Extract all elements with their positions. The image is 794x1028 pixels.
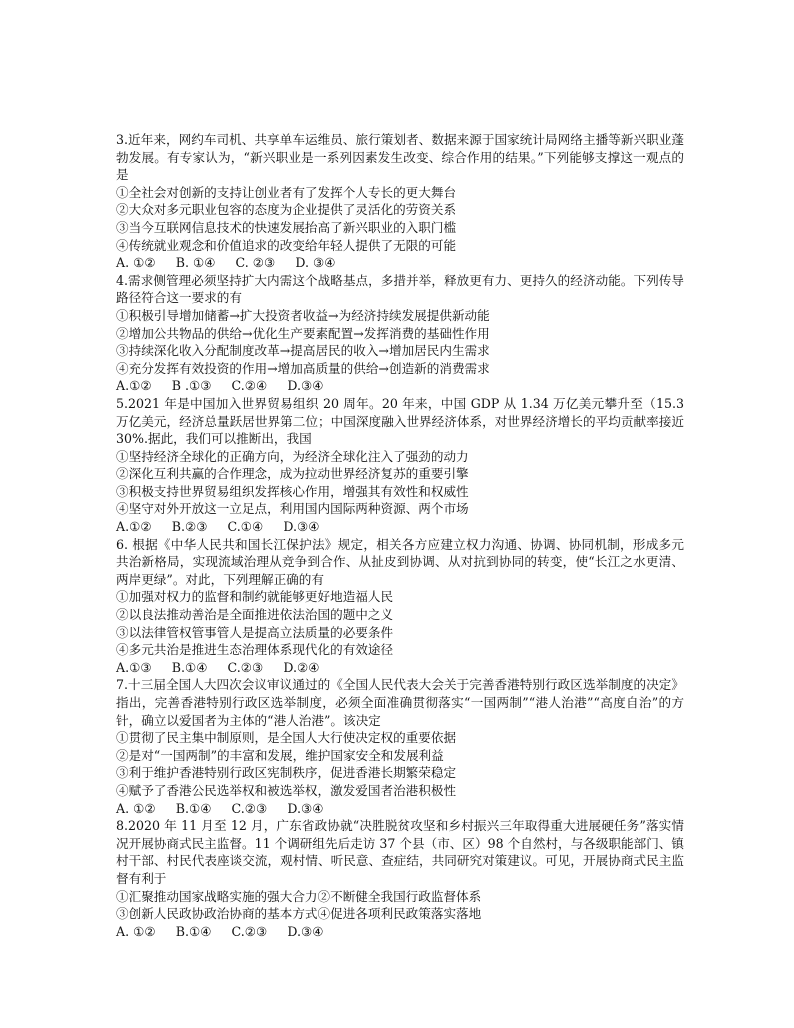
option-3: ③利于维护香港特别行政区宪制秩序，促进香港长期繁荣稳定 bbox=[116, 765, 457, 781]
option-1: ①全社会对创新的支持让创业者有了发挥个人专长的更大舞台 bbox=[116, 184, 457, 200]
answer-choices: A. ①② B. ①④ C. ②③ D. ③④ bbox=[116, 255, 336, 271]
answer-choices: A.①② B .①③ C.②④ D.③④ bbox=[116, 378, 324, 394]
option-3: ③积极支持世界贸易组织发挥核心作用，增强其有效性和权威性 bbox=[116, 483, 469, 499]
option-3: ③当今互联网信息技术的快速发展抬高了新兴职业的入职门槛 bbox=[116, 219, 457, 235]
question-7 bbox=[116, 676, 684, 817]
option-2: ②是对“一国两制”的丰富和发展，维护国家安全和发展利益 bbox=[116, 747, 444, 763]
question-4 bbox=[116, 272, 684, 395]
answer-choices: A.①② B.②③ C.①④ D.③④ bbox=[116, 519, 320, 535]
option-2: ②深化互利共赢的合作理念，成为拉动世界经济复苏的重要引擎 bbox=[116, 466, 469, 482]
question-6 bbox=[116, 536, 684, 677]
option-4: ④坚守对外开放这一立足点，利用国内国际两种资源、两个市场 bbox=[116, 501, 469, 517]
question-stem: 3.近年来，网约车司机、共享单车运维员、旅行策划者、数据来源于国家统计局网络主播等新兴职业蓬勃发展。有专家认为，“新兴职业是一系列因素发生改变、综合作用的结果。”下列能够支撑这一观点的是 bbox=[116, 132, 684, 183]
option-3: ③持续深化收入分配制度改革→提高居民的收入→增加居民内生需求 bbox=[116, 343, 490, 359]
option-4: ④赋予了香港公民选举权和被选举权，激发爱国者治港积极性 bbox=[116, 782, 457, 798]
option-2: ②增加公共物品的供给→优化生产要素配置→发挥消费的基础性作用 bbox=[116, 325, 490, 341]
option-3: ③以法律管权管事管人是提高立法质量的必要条件 bbox=[116, 624, 394, 640]
option-3-4: ③创新人民政协政治协商的基本方式④促进各项利民政策落实落地 bbox=[116, 906, 482, 922]
question-stem: 6. 根据《中华人民共和国长江保护法》规定，相关各方应建立权力沟通、协调、协同机制，形成多元共治新格局，实现流域治理从竞争到合作、从扯皮到协调、从对抗到协同的转变，使“长江之水更清、两岸更绿”。对此，下列理解正确的有 bbox=[116, 536, 684, 587]
option-4: ④传统就业观念和价值追求的改变给年轻人提供了无限的可能 bbox=[116, 237, 457, 253]
question-stem: 5.2021 年是中国加入世界贸易组织 20 周年。20 年来，中国 GDP 从 1.34 万亿美元攀升至（15.3 万亿美元，经济总量跃居世界第二位；中国深度融入世界经济体系，对世界经济增长的平均贡献率接近 30%.据此，我们可以推断出，我国 bbox=[116, 395, 684, 447]
option-2: ②以良法推动善治是全面推进依法治国的题中之义 bbox=[116, 607, 394, 623]
answer-choices: A. ①② B.①④ C.②③ D.③④ bbox=[116, 800, 324, 816]
exam-page bbox=[116, 131, 684, 940]
question-5 bbox=[116, 395, 684, 536]
question-8 bbox=[116, 817, 684, 940]
option-2: ②大众对多元职业包容的态度为企业提供了灵活化的劳资关系 bbox=[116, 202, 457, 218]
answer-choices: A. ①② B.①④ C.②③ D.③④ bbox=[116, 923, 324, 939]
option-1: ①坚持经济全球化的正确方向，为经济全球化注入了强劲的动力 bbox=[116, 448, 469, 464]
option-4: ④多元共治是推进生态治理体系现代化的有效途径 bbox=[116, 642, 394, 658]
option-1-2: ①汇聚推动国家战略实施的强大合力②不断健全我国行政监督体系 bbox=[116, 888, 482, 904]
answer-choices: A.①③ B.①④ C.②③ D.②④ bbox=[116, 659, 320, 675]
question-3 bbox=[116, 131, 684, 272]
option-4: ④充分发挥有效投资的作用→增加高质量的供给→创造新的消费需求 bbox=[116, 360, 490, 376]
question-stem: 7.十三届全国人大四次会议审议通过的《全国人民代表大会关于完善香港特别行政区选举制度的决定》指出，完善香港特别行政区选举制度，必须全面准确贯彻落实“一国两制”“港人治港”“高度自治”的方针，确立以爱国者为主体的“港人治港”。该决定 bbox=[116, 677, 684, 728]
option-1: ①贯彻了民主集中制原则，是全国人大行使决定权的重要依据 bbox=[116, 730, 457, 746]
option-1: ①加强对权力的监督和制约就能够更好地造福人民 bbox=[116, 589, 394, 605]
option-1: ①积极引导增加储蓄→扩大投资者收益→为经济持续发展提供新动能 bbox=[116, 307, 490, 323]
question-stem: 4.需求侧管理必须坚持扩大内需这个战略基点，多措并举，释放更有力、更持久的经济动能。下列传导路径符合这一要求的有 bbox=[116, 272, 684, 306]
question-stem: 8.2020 年 11 月至 12 月，广东省政协就“决胜脱贫攻坚和乡村振兴三年取得重大进展硬任务”落实情况开展协商式民主监督。11 个调研组先后走访 37 个县（市、区）98 个自然村，与各级职能部门、镇村干部、村民代表座谈交流，观村情、听民意、查症结，共同研究对策建议。可见，开展协商式民主监督有利于 bbox=[116, 818, 684, 886]
